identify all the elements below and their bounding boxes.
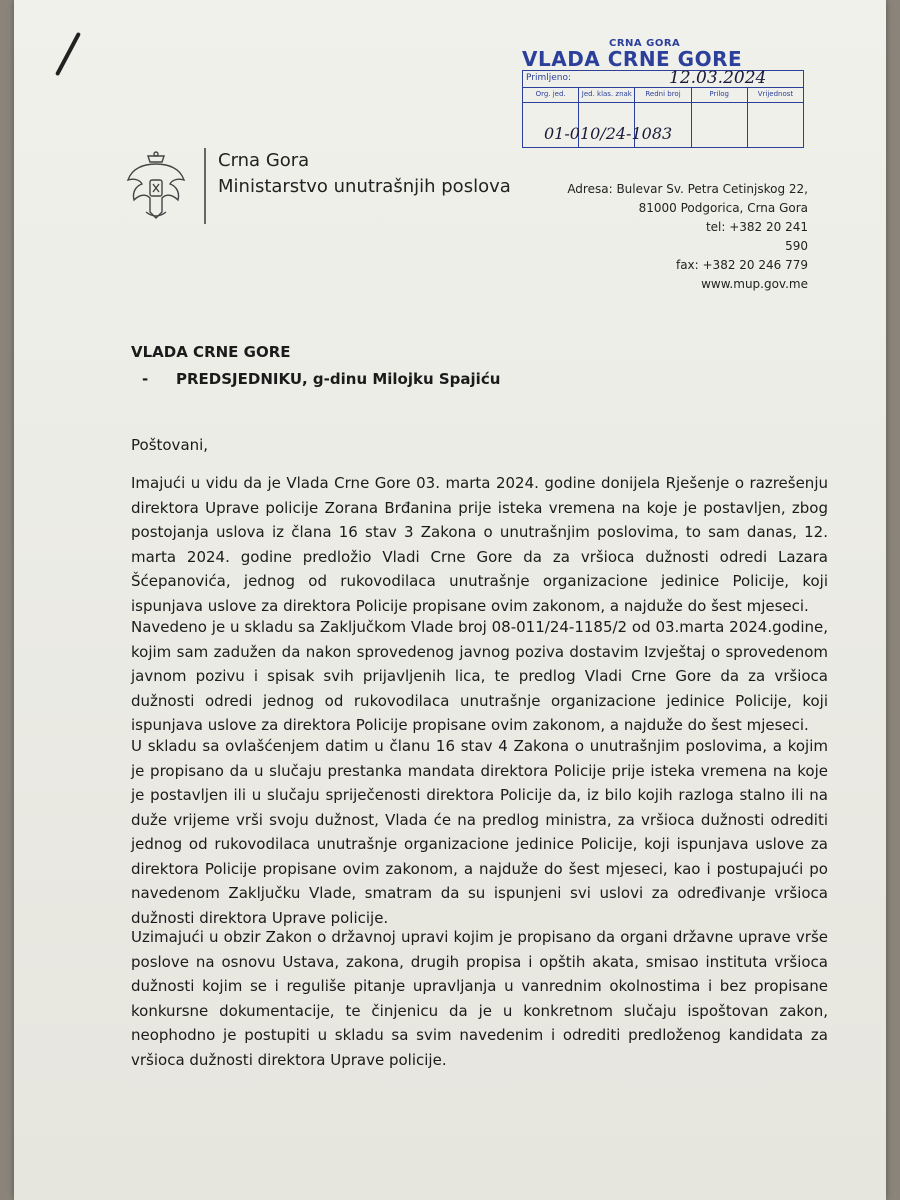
- address-website: www.mup.gov.me: [701, 277, 808, 291]
- body-paragraph: Navedeno je u skladu sa Zaključkom Vlade broj 08-011/24-1185/2 od 03.marta 2024.godine, kojim sam zadužen da nakon sprovedenog javnog poziva dostavim Izvještaj o sprovedenom javnom pozivu i spisak svih prijavljenih lica, te predlog Vladi Crne Gore da za vršioca dužnosti odredi jednog od rukovodilaca unutrašnje organizacione jedinice Policije, koji ispunjava uslove za direktora Policije propisane ovim zakonom, a najduže do šest mjeseci.: [131, 618, 828, 734]
- recipient-government: VLADA CRNE GORE: [131, 343, 291, 361]
- letterhead-ministry: Ministarstvo unutrašnjih poslova: [218, 176, 511, 197]
- recipient-president: [142, 370, 500, 388]
- body-paragraph: U skladu sa ovlašćenjem datim u članu 16 stav 4 Zakona o unutrašnjim poslovima, a kojim je propisano da u slučaju prestanka mandata direktora Policije prije isteka vremena na koje je postavljen ili u slučaju spriječenosti direktora Policije da, iz bilo kojih razloga stalno ili na duže vrijeme vrši svoju dužnost, Vlada će na predlog ministra, za vršioca dužnosti odrediti jednog od rukovodilaca unutrašnje organizacione jedinice Policije, koji ispunjava uslove za direktora Policije propisane ovim zakonom, a najduže do šest mjeseci, kao i postupajući po navedenom Zaključku Vlade, smatram da su ispunjeni svi uslovi za određivanje vršioca dužnosti direktora Uprave policije.: [131, 737, 828, 927]
- stamp-reference-number: 01-010/24-1083: [544, 124, 673, 143]
- body-paragraph: Uzimajući u obzir Zakon o državnoj upravi kojim je propisano da organi državne uprave vrše poslove na osnovu Ustava, zakona, drugih propisa i opštih akata, smisao instituta vršioca dužnosti kojim se i reguliše pitanje upravljanja u vanrednim okolnostima i bez propisane konkursne dokumentacije, te činjenicu da je u konkretnom slučaju ispoštovan zakon, neophodno je postupiti u skladu sa svim navedenim i odrediti predloženog kandidata za vršioca dužnosti direktora Uprave policije.: [131, 928, 828, 1069]
- stamp-column: Redni broj: [635, 88, 691, 102]
- stamp-column: Jed. klas. znak: [579, 88, 635, 102]
- stamp-column: Org. jed.: [523, 88, 579, 102]
- stamp-column: Prilog: [692, 88, 748, 102]
- document-page: [14, 0, 886, 1200]
- address-line: 81000 Podgorica, Crna Gora: [638, 201, 808, 215]
- body-paragraph: Imajući u vidu da je Vlada Crne Gore 03. marta 2024. godine donijela Rješenje o razrešenju direktora Uprave policije Zorana Brđanina prije isteka vremena na koje je postavljen, zbog postojanja uslova iz člana 16 stav 3 Zakona o unutrašnjim poslovima, to sam danas, 12. marta 2024. godine predložio Vladi Crne Gore da za vršioca dužnosti odredi Lazara Šćepanovića, jednog od rukovodilaca unutrašnje organizacione jedinice Policije, koji ispunjava uslove za direktora Policije propisane ovim zakonom, a najduže do šest mjeseci.: [131, 474, 828, 615]
- letterhead-country: Crna Gora: [218, 150, 310, 171]
- stamp-received-date: 12.03.2024: [669, 68, 767, 88]
- address-line: Adresa: Bulevar Sv. Petra Cetinjskog 22,: [567, 182, 808, 196]
- greeting: Poštovani,: [131, 436, 209, 454]
- stamp-received-label: Primljeno:: [526, 73, 572, 83]
- pen-mark: [55, 32, 81, 76]
- recipient-dash: -: [142, 370, 149, 388]
- letterhead-address: [567, 180, 808, 294]
- stamp-columns: [523, 88, 803, 103]
- letterhead-divider: [204, 148, 206, 224]
- stamp-authority: VLADA CRNE GORE: [522, 47, 743, 71]
- recipient-name: PREDSJEDNIKU, g-dinu Milojku Spajiću: [176, 370, 501, 388]
- address-phone: tel: +382 20 241: [705, 220, 808, 234]
- stamp-column: Vrijednost: [757, 90, 794, 98]
- stamp-country: CRNA GORA: [609, 38, 681, 49]
- coat-of-arms-icon: [124, 150, 188, 222]
- address-phone-cont: 590: [785, 239, 808, 253]
- registry-stamp: [514, 38, 804, 148]
- address-fax: fax: +382 20 246 779: [675, 258, 808, 272]
